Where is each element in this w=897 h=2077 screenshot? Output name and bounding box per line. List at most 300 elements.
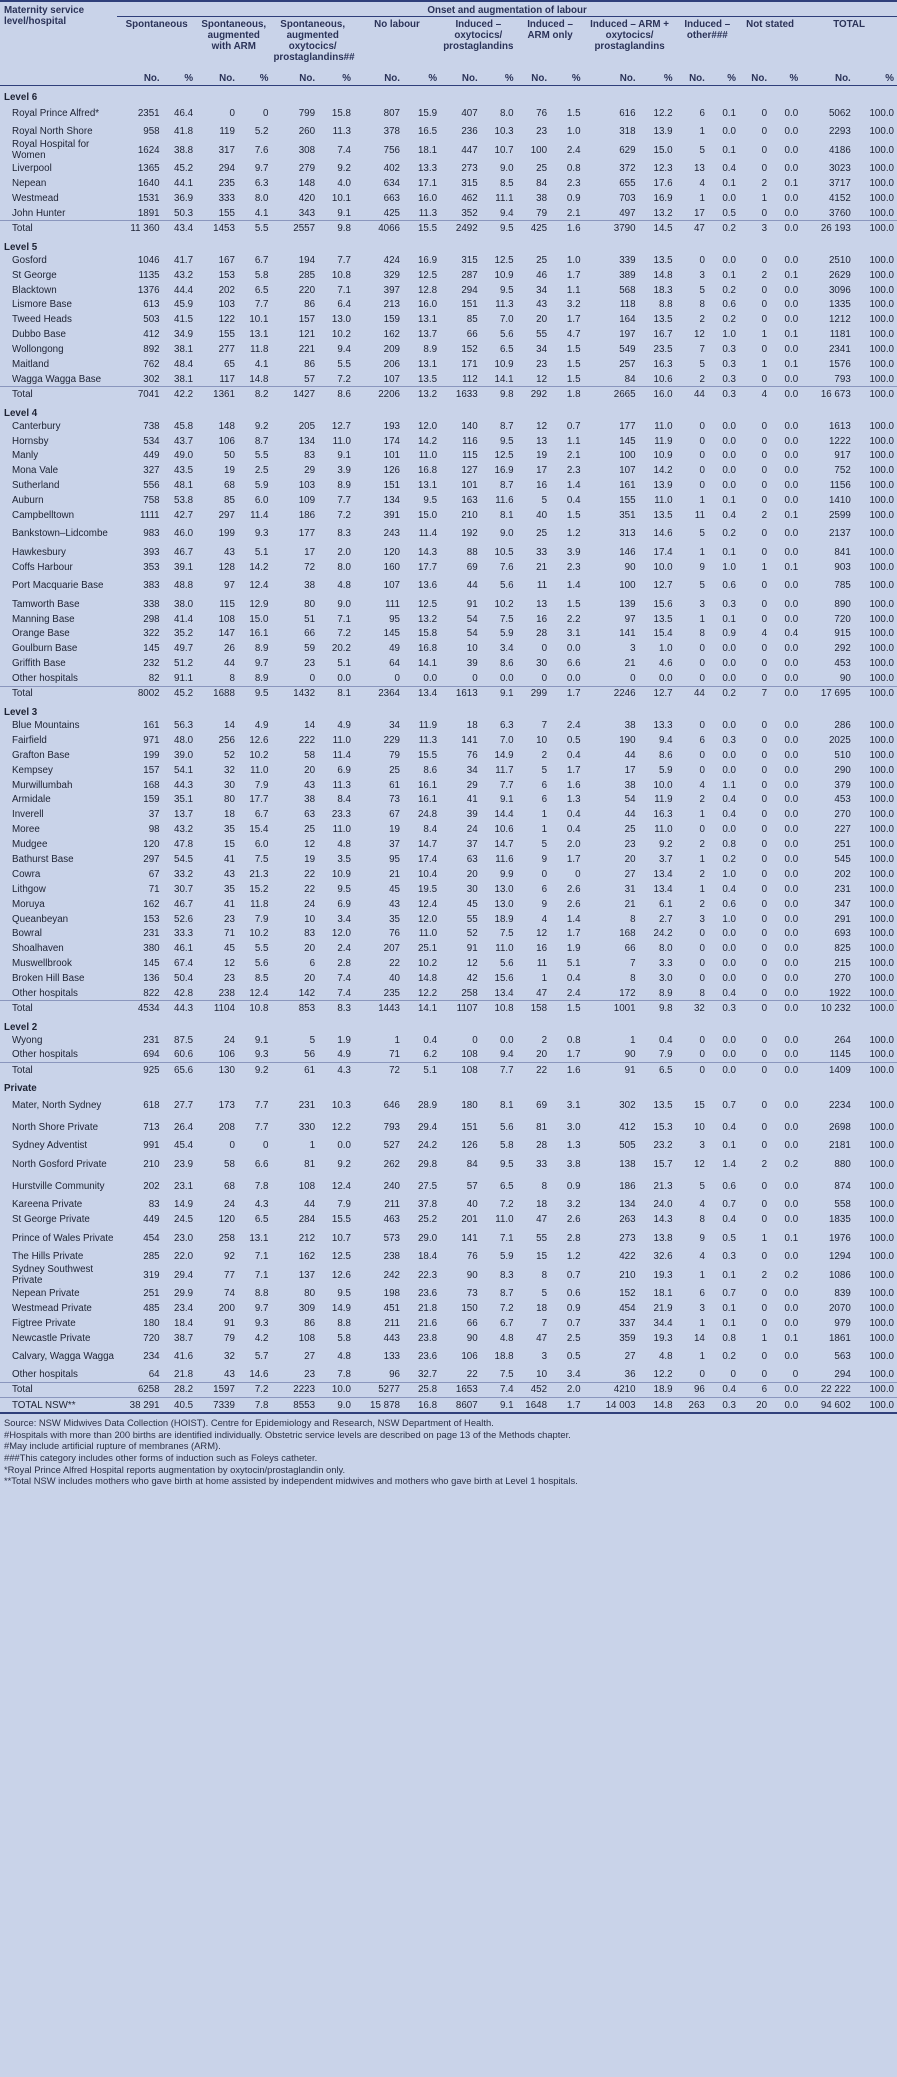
table-cell: 1: [699, 193, 705, 205]
table-cell: 56: [304, 1049, 316, 1061]
table-cell: 0: [792, 1369, 799, 1381]
table-cell: 1107: [440, 1001, 481, 1016]
table-cell: 60.6: [174, 1049, 194, 1061]
table-cell: 0.2: [722, 1351, 736, 1363]
table-row: [0, 139, 897, 161]
table-cell: 4.3: [318, 1063, 354, 1078]
table-cell: 1376: [137, 284, 160, 296]
table-cell: 2.5: [254, 465, 269, 477]
table-cell: 145: [619, 435, 636, 447]
table-cell: 7339: [196, 1397, 238, 1412]
table-cell: 0: [761, 672, 768, 684]
table-cell: 9.0: [337, 598, 351, 610]
table-cell: 0.0: [499, 672, 514, 684]
row-label: Total: [0, 1063, 117, 1078]
table-cell: 1613: [828, 420, 851, 432]
table-cell: 0: [761, 898, 768, 910]
table-cell: 2.6: [566, 1214, 581, 1226]
table-cell: 21.6: [417, 1317, 438, 1329]
table-cell: 2.4: [337, 943, 351, 955]
section-title: Private: [4, 1083, 37, 1095]
table-cell: 1.0: [722, 561, 736, 573]
table-cell: 80: [304, 598, 316, 610]
table-cell: 73: [466, 1287, 478, 1299]
table-cell: 0.1: [722, 1302, 736, 1314]
table-cell: 32: [676, 1001, 708, 1016]
table-cell: 9.4: [499, 1049, 514, 1061]
table-cell: 9.0: [499, 528, 514, 540]
table-cell: 100.0: [869, 973, 894, 985]
table-cell: 65: [224, 359, 235, 371]
table-cell: 8.9: [254, 643, 269, 655]
table-cell: 55: [536, 1232, 548, 1244]
table-cell: 799: [298, 108, 316, 119]
table-cell: 6.7: [254, 254, 269, 266]
table-cell: 4: [541, 913, 548, 925]
table-cell: 14.6: [653, 528, 673, 540]
table-cell: 84: [536, 178, 548, 190]
table-cell: 34.9: [174, 329, 194, 341]
level-column-header: Maternity service level/hospital: [4, 5, 85, 27]
table-cell: 1976: [828, 1232, 851, 1244]
table-cell: 15.8: [417, 628, 438, 640]
table-cell: 23.2: [653, 1140, 673, 1152]
table-cell: 42.2: [163, 387, 196, 402]
table-cell: 36.9: [174, 193, 194, 205]
table-cell: 25: [536, 163, 548, 175]
table-cell: 220: [298, 284, 316, 296]
table-cell: 2364: [354, 686, 403, 701]
table-cell: 28.9: [417, 1099, 438, 1111]
table-cell: 23.1: [174, 1180, 194, 1192]
table-cell: 22: [389, 958, 400, 970]
table-cell: 5.9: [499, 628, 514, 640]
table-row: [0, 837, 897, 852]
table-cell: 1.2: [566, 528, 581, 540]
table-cell: 452: [517, 1383, 550, 1398]
table-cell: 58: [224, 1158, 235, 1170]
table-cell: 2698: [828, 1121, 851, 1133]
table-cell: 90: [839, 672, 851, 684]
table-body: [0, 86, 897, 1413]
table-cell: 29.4: [417, 1121, 438, 1133]
table-cell: 100.0: [869, 824, 894, 836]
table-cell: 45.2: [163, 686, 196, 701]
table-cell: 0: [761, 480, 768, 492]
table-cell: 207: [383, 943, 400, 955]
table-cell: 152: [461, 344, 478, 356]
table-cell: 0.0: [566, 672, 581, 684]
table-cell: 629: [619, 144, 636, 156]
table-cell: 46.1: [174, 943, 194, 955]
table-cell: 45.4: [174, 1140, 194, 1152]
table-cell: 0.1: [722, 1269, 736, 1281]
table-cell: 485: [143, 1302, 160, 1314]
table-cell: 299: [517, 686, 550, 701]
table-cell: 15 878: [354, 1397, 403, 1412]
table-cell: 1.7: [566, 853, 581, 865]
table-cell: 7.9: [337, 1199, 351, 1211]
table-cell: 9.2: [238, 1063, 271, 1078]
table-cell: 424: [383, 254, 400, 266]
table-cell: 0: [676, 1063, 708, 1078]
table-cell: 0.1: [784, 1332, 799, 1344]
table-cell: 9.0: [318, 1397, 354, 1412]
table-cell: 0.0: [784, 839, 799, 851]
table-cell: 100.0: [869, 314, 894, 326]
table-cell: 5.1: [566, 958, 581, 970]
table-cell: 263: [676, 1397, 708, 1412]
table-cell: 71: [389, 1049, 400, 1061]
table-row: [0, 763, 897, 778]
table-cell: 12.4: [417, 898, 438, 910]
table-cell: 0.0: [784, 580, 799, 592]
table-cell: 11.0: [332, 435, 351, 447]
table-cell: 12.3: [653, 163, 673, 175]
pct-header: %: [342, 73, 351, 84]
table-cell: 4.9: [337, 719, 351, 731]
table-cell: 0.1: [784, 359, 799, 371]
table-cell: 20: [304, 764, 316, 776]
table-cell: 8.7: [499, 420, 514, 432]
table-cell: 12.5: [417, 269, 438, 281]
table-cell: 11.4: [250, 510, 269, 522]
table-cell: 0.4: [722, 883, 736, 895]
table-cell: 69: [466, 561, 478, 573]
row-label: Maitland: [12, 359, 50, 371]
table-cell: 15.2: [249, 883, 269, 895]
table-cell: 10: [304, 913, 316, 925]
table-cell: 37: [389, 839, 400, 851]
table-cell: 322: [143, 628, 160, 640]
table-cell: 211: [384, 1199, 400, 1211]
table-cell: 0: [761, 1121, 768, 1133]
row-label: Muswellbrook: [12, 958, 72, 970]
table-cell: 38.8: [174, 144, 194, 156]
column-header: Induced – oxytocics/ prostaglandins: [443, 19, 514, 52]
section-total-row: [0, 1063, 897, 1078]
table-cell: 100.0: [869, 465, 894, 477]
table-cell: 0: [761, 207, 768, 219]
table-cell: 23: [624, 839, 636, 851]
table-cell: 9.7: [254, 163, 269, 175]
table-cell: 3: [699, 598, 705, 610]
table-cell: 10.5: [494, 546, 514, 558]
table-cell: 5: [541, 1287, 548, 1299]
table-cell: 40: [389, 973, 400, 985]
table-cell: 9.4: [337, 344, 351, 356]
table-cell: 23.5: [653, 344, 673, 356]
table-cell: 48.0: [174, 734, 194, 746]
table-cell: 720: [143, 1332, 160, 1344]
table-cell: 10.7: [494, 144, 514, 156]
table-cell: 0: [761, 344, 768, 356]
row-label: Tamworth Base: [12, 598, 80, 610]
table-cell: 4: [761, 628, 768, 640]
table-cell: 0: [761, 450, 768, 462]
table-cell: 0.0: [784, 853, 799, 865]
table-cell: 9.8: [318, 221, 354, 236]
table-cell: 8002: [117, 686, 162, 701]
table-cell: 100.0: [869, 435, 894, 447]
table-row: [0, 597, 897, 612]
table-cell: 44: [676, 686, 708, 701]
table-cell: 221: [298, 344, 316, 356]
table-cell: 0.7: [566, 420, 581, 432]
table-cell: 34.4: [653, 1317, 673, 1329]
table-cell: 157: [298, 314, 316, 326]
section-total-row: [0, 1383, 897, 1398]
table-cell: 5.6: [499, 958, 514, 970]
row-label: Manly: [12, 450, 39, 462]
table-cell: 100.0: [854, 1383, 897, 1398]
table-cell: 8.4: [423, 824, 438, 836]
table-cell: 14.3: [653, 1214, 673, 1226]
table-cell: 12.2: [653, 1369, 673, 1381]
table-cell: 453: [834, 658, 851, 670]
table-cell: 7.7: [337, 495, 351, 507]
table-cell: 0: [761, 749, 768, 761]
table-cell: 422: [619, 1251, 636, 1263]
table-cell: 100.0: [869, 1180, 894, 1192]
table-cell: 655: [619, 178, 636, 190]
table-cell: 1.8: [550, 387, 583, 402]
table-cell: 0.4: [722, 809, 736, 821]
table-cell: 23: [536, 359, 548, 371]
table-cell: 1.3: [566, 1140, 581, 1152]
table-cell: 27.7: [174, 1099, 194, 1111]
table-cell: 9.1: [254, 1034, 269, 1046]
table-cell: 1: [541, 824, 548, 836]
table-cell: 25.2: [417, 1214, 438, 1226]
table-cell: 199: [143, 749, 160, 761]
table-cell: 8.9: [423, 344, 438, 356]
table-cell: 42.7: [174, 510, 194, 522]
table-cell: 1001: [584, 1001, 639, 1016]
table-cell: 3: [541, 1351, 548, 1363]
table-cell: 5.9: [499, 1251, 514, 1263]
table-cell: 9: [541, 898, 548, 910]
table-cell: 713: [143, 1121, 160, 1133]
table-cell: 6.6: [566, 658, 581, 670]
table-cell: 634: [383, 178, 400, 190]
table-cell: 23: [224, 973, 235, 985]
table-cell: 96: [676, 1383, 708, 1398]
table-cell: 10: [466, 643, 478, 655]
row-label: Wagga Wagga Base: [12, 373, 102, 385]
table-cell: 53.8: [174, 495, 194, 507]
table-cell: 14.1: [403, 1001, 440, 1016]
table-cell: 0.0: [784, 284, 799, 296]
table-cell: 45: [224, 943, 235, 955]
table-cell: 161: [143, 719, 160, 731]
table-cell: 297: [143, 853, 160, 865]
table-cell: 3.9: [566, 546, 581, 558]
table-cell: 24.8: [417, 809, 438, 821]
table-cell: 7.7: [481, 1063, 517, 1078]
table-cell: 1.7: [566, 928, 581, 940]
table-cell: 0.9: [566, 193, 581, 205]
table-cell: 7.2: [337, 373, 351, 385]
table-cell: 95: [389, 613, 400, 625]
table-cell: 21.9: [653, 1302, 673, 1314]
table-cell: 2: [699, 373, 705, 385]
table-cell: 44: [304, 1199, 316, 1211]
table-cell: 72: [354, 1063, 403, 1078]
table-cell: 100.0: [869, 254, 894, 266]
table-cell: 0.0: [784, 1099, 799, 1111]
table-cell: 9.9: [499, 868, 514, 880]
table-cell: 23.0: [174, 1232, 194, 1244]
table-cell: 4: [699, 178, 705, 190]
table-cell: 5: [541, 839, 548, 851]
table-cell: 222: [298, 734, 316, 746]
table-cell: 97: [624, 613, 636, 625]
table-cell: 16.3: [653, 809, 673, 821]
row-label: Shoalhaven: [12, 943, 64, 955]
table-cell: 0.0: [722, 928, 736, 940]
table-cell: 3760: [828, 207, 851, 219]
table-cell: 23.6: [417, 1351, 438, 1363]
table-cell: 7.4: [337, 987, 351, 999]
table-cell: 11.1: [495, 193, 514, 205]
table-cell: 0.6: [722, 580, 736, 592]
table-cell: 11.4: [418, 528, 438, 540]
table-row: [0, 671, 897, 686]
table-cell: 9.1: [481, 1397, 517, 1412]
table-cell: 7.0: [499, 314, 514, 326]
no-header: No.: [751, 73, 768, 84]
table-cell: 0.0: [784, 254, 799, 266]
table-cell: 302: [619, 1099, 636, 1111]
table-cell: 0.0: [784, 824, 799, 836]
table-cell: 120: [383, 546, 400, 558]
table-cell: 11.0: [654, 495, 673, 507]
table-cell: 7.2: [499, 1199, 514, 1211]
table-cell: 8.8: [658, 299, 673, 311]
table-cell: 121: [298, 329, 316, 341]
table-cell: 11.0: [332, 734, 351, 746]
table-cell: 16 673: [801, 387, 854, 402]
table-cell: 14.7: [494, 839, 514, 851]
column-header: No labour: [374, 19, 420, 30]
table-cell: 0.0: [566, 643, 581, 655]
table-cell: 0: [699, 435, 705, 447]
table-cell: 71: [224, 928, 235, 940]
table-cell: 0.4: [566, 824, 581, 836]
table-row: [0, 882, 897, 897]
table-row: [0, 176, 897, 191]
table-cell: 0.4: [566, 809, 581, 821]
table-cell: 13.4: [653, 868, 673, 880]
table-row: [0, 560, 897, 575]
table-row: [0, 1153, 897, 1175]
table-cell: 16.7: [653, 329, 673, 341]
table-cell: 9.5: [499, 435, 514, 447]
table-cell: 1: [761, 329, 768, 341]
table-cell: 3: [699, 1140, 705, 1152]
table-cell: 100.0: [869, 764, 894, 776]
table-cell: 9.3: [254, 528, 269, 540]
table-cell: 9.5: [499, 284, 514, 296]
table-cell: 391: [383, 510, 400, 522]
table-cell: 5.8: [254, 269, 269, 281]
table-cell: 449: [143, 450, 160, 462]
table-cell: 0.0: [722, 126, 736, 138]
table-cell: 116: [462, 435, 478, 447]
row-label: Cowra: [12, 868, 41, 880]
table-cell: 2.5: [566, 1332, 581, 1344]
table-cell: 0.0: [784, 749, 799, 761]
table-cell: 0.8: [566, 1034, 581, 1046]
table-cell: 0.0: [784, 719, 799, 731]
table-cell: 6.3: [499, 719, 514, 731]
table-cell: 18.4: [174, 1317, 194, 1329]
table-cell: 18.4: [417, 1251, 438, 1263]
table-cell: 258: [218, 1232, 235, 1244]
table-cell: 338: [143, 598, 160, 610]
table-cell: 174: [383, 435, 400, 447]
table-cell: 0: [761, 719, 768, 731]
row-label: Total: [0, 1383, 117, 1398]
table-cell: 100.0: [869, 207, 894, 219]
table-cell: 14.7: [417, 839, 438, 851]
table-cell: 120: [143, 839, 160, 851]
row-label: Lismore Base: [12, 299, 72, 311]
table-cell: 145: [383, 628, 400, 640]
table-cell: 0.0: [784, 1049, 799, 1061]
table-cell: 12.4: [249, 580, 269, 592]
table-cell: 69: [536, 1099, 548, 1111]
table-cell: 155: [619, 495, 636, 507]
table-cell: 0: [761, 495, 768, 507]
row-label: Manning Base: [12, 613, 75, 625]
table-cell: 7.1: [254, 1269, 269, 1281]
table-cell: 18: [224, 809, 235, 821]
table-cell: 235: [383, 987, 400, 999]
table-cell: 100: [619, 580, 636, 592]
table-cell: 18.1: [653, 1287, 673, 1299]
table-cell: 159: [143, 794, 160, 806]
table-cell: 180: [461, 1099, 478, 1111]
table-cell: 2599: [828, 510, 851, 522]
table-cell: 2181: [828, 1140, 851, 1152]
table-cell: 13: [536, 598, 548, 610]
table-cell: 15.9: [417, 108, 438, 119]
table-cell: 171: [461, 359, 478, 371]
table-cell: 100.0: [854, 1001, 897, 1016]
row-label: Fairfield: [12, 734, 47, 746]
table-cell: 9.5: [238, 686, 271, 701]
table-cell: 39.1: [174, 561, 194, 573]
row-label: Auburn: [12, 495, 44, 507]
table-cell: 14.9: [494, 749, 514, 761]
table-cell: 11.7: [495, 764, 514, 776]
table-cell: 9.8: [639, 1001, 676, 1016]
table-cell: 2.7: [658, 913, 673, 925]
table-cell: 12.6: [331, 1269, 351, 1281]
table-cell: 24: [466, 824, 478, 836]
section-total-row: [0, 221, 897, 236]
table-cell: 118: [619, 299, 636, 311]
table-cell: 264: [834, 1034, 851, 1046]
table-row: [0, 327, 897, 342]
table-row: [0, 493, 897, 508]
table-cell: 79: [224, 1332, 235, 1344]
table-cell: 0.2: [722, 528, 736, 540]
table-cell: 2.2: [566, 613, 581, 625]
table-cell: 9.2: [254, 420, 269, 432]
